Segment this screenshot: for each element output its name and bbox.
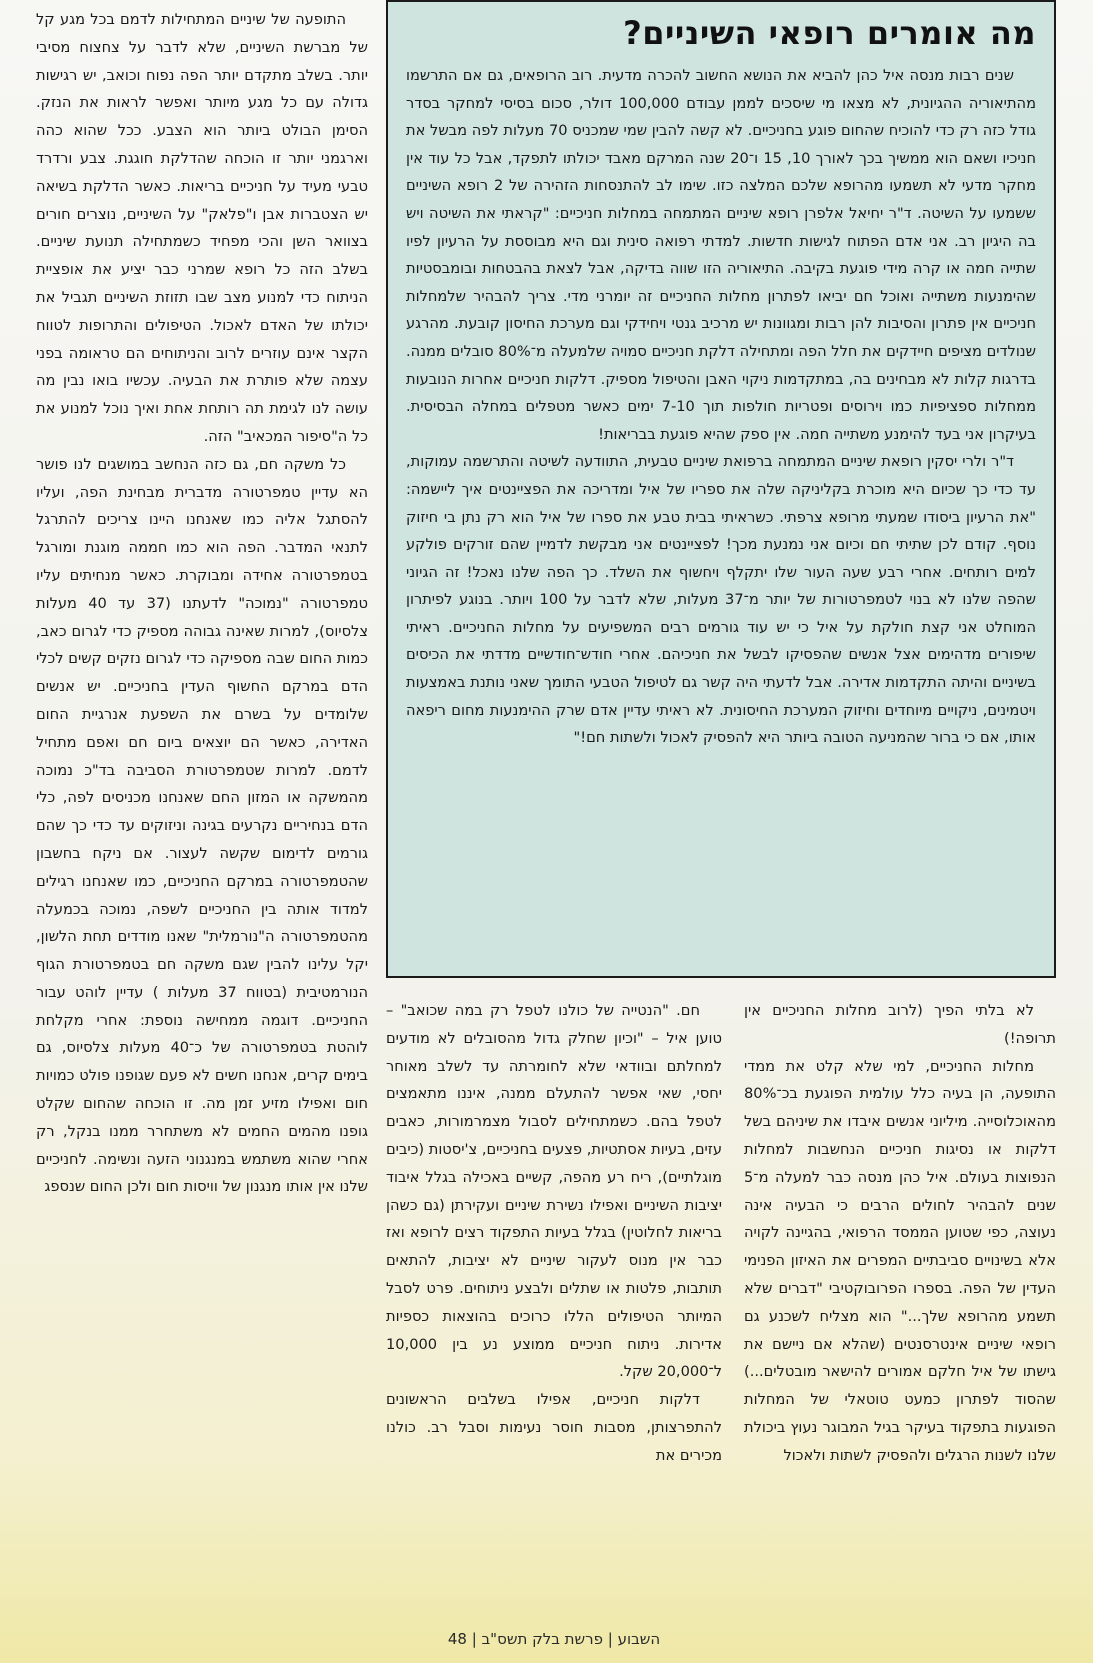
article-column-bottom-right	[744, 997, 1056, 1470]
sidebar-paragraph: ד"ר ולרי יסקין רופאת שיניים המתמחה ברפואת שיניים טבעית, התוודעה לשיטה והתרשמה עמוקות, עד כדי כך שכיום היא מוכרת בקליניקה שלה את ספריו של איל ומדריכה את הפציינטים איך ליישמה: "את הרעיון ביסודו שמעתי מרופא צרפתי. כשראיתי בבית טבע את ספרו של איל הוא רק נתן בי חיזוק נוסף. קודם לכן שתיתי חם וכיום אני נמנעת מכך! לפציינטים אני מבקשת לדמיין שהם זורקים פולקע למים רותחים. אחרי רבע שעה העור שלו יתקלף ויחשוף את השלד. כך הפה שלנו נאכל! זה הגיוני שהפה שלנו לא בנוי לטמפרטורות של יותר מ־37 מעלות, שלא לדבר על 100 ויותר. בנוגע לפיתרון המוחלט אני קצת חולקת על איל כי יש עוד גורמים רבים המשפיעים על מחלות החניכיים. ראיתי שיפורים מדהימים אצל אנשים שהפסיקו לבשל את חניכיהם. אחרי חודש־חודשיים מדדתי את הכיסים בשיניים והיתה התקדמות אדירה. אבל לדעתי היה קשר גם לטיפול הטבעי התומך שאני נותנת באמצעות ויטמינים, ניקויים מיוחדים וחיזוק המערכת החיסונית. לא ראיתי עדיין אדם שרק ההימנעות מחום ריפאה אותו, אם כי ברור שהמניעה הטובה ביותר היא להפסיק לאכול ולשתות חם!"	[406, 453, 1036, 747]
article-paragraph: לא בלתי הפיך (לרוב מחלות החניכיים אין תרופה!)	[744, 1002, 1056, 1047]
article-paragraph: התופעה של שיניים המתחילות לדמם בכל מגע קל של מברשת השיניים, שלא לדבר על צחצוח מסיבי יותר. בשלב מתקדם יותר הפה נפוח וכואב, יש רגישות גדולה עם כל מגע מיותר ואפשר לראות את הנזק. הסימן הבולט ביותר הוא הצבע. ככל שהוא כהה וארגמני יותר זו הוכחה שהדלקת חוגגת. צבע ורדרד טבעי מעיד על חניכיים בריאות. כאשר הדלקת בשיאה יש הצטברות אבן ו"פלאק" על השיניים, נוצרים חורים בצוואר השן והכי מפחיד כשמתחילה תנועת שיניים. בשלב הזה כל רופא שמרני כבר יציע את אופציית הניתוח כדי למנוע מצב שבו תזוזת השיניים תגביל את יכולתו של האדם לאכול. הטיפולים והתרופות לטווח הקצר אינם עוזרים לרוב והניתוחים הם טראומה בפני עצמה שלא פותרת את הבעיה. עכשיו בואו נבין מה עושה לנו לגימת תה רותחת אחת ואיך נוכל למנוע את כל ה"סיפור המכאיב" הזה.	[36, 11, 368, 445]
article-paragraph: מחלות החניכיים, למי שלא קלט את ממדי התופעה, הן בעיה כלל עולמית הפוגעת בכ־80% מהאוכלוסייה. מיליוני אנשים איבדו את שיניהם בשל דלקות או נסיגות חניכיים הנחשבות למחלות הנפוצות בעולם. איל כהן מנסה כבר למעלה מ־5 שנים להבהיר לחולים הרבים כי הבעיה אינה נעוצה, כפי שטוען הממסד הרפואי, בהגיינה לקויה אלא בשינויים סביבתיים המפרים את האיזון הפנימי העדין של הפה. בספרו הפרובוקטיבי "דברים שלא תשמע מהרופא שלך..." הוא מצליח לשכנע גם רופאי שיניים אינטרסנטים (שהלא אם ניישם את גישתו של איל חלקם אמורים להישאר מובטלים...) שהסוד לפתרון כמעט טוטאלי של המחלות הפוגעות בתפקוד בעיקר בגיל המבוגר נעוץ ביכולת שלנו לשנות הרגלים ולהפסיק לשתות ולאכול	[744, 1057, 1056, 1464]
article-paragraph: כל משקה חם, גם כזה הנחשב במושגים לנו פושר הא עדיין טמפרטורה מדברית מבחינת הפה, ועליו להסתגל אליה כמו שאנחנו היינו צריכים להתרגל לתנאי המדבר. הפה הוא כמו חממה מוגנת ומורגל בטמפרטורה אחידה ומבוקרת. כאשר מנחיתים עליו טמפרטורה "נמוכה" לדעתנו (37 עד 40 מעלות צלסיוס), למרות שאינה גבוהה מספיק כדי לגרום כאב, כמות החום שבה מספיקה כדי לגרום נזקים קשים לכלי הדם במרקם החשוף העדין בחניכיים. יש אנשים שלומדים על בשרם את השפעת אנרגיית החום האדירה, כאשר הם יוצאים ביום חם ואפם מתחיל לדמם. למרות שטמפרטורת הסביבה בד"כ נמוכה מהמשקה או המזון החם שאנחנו מכניסים לפה, כלי הדם בנחיריים נקרעים בגינה וניזוקים עד כדי כך שהם גורמים לדימום שקשה לעצור. אם ניקח בחשבון שהטמפרטורה במרקם החניכיים, כמו שאנחנו רגילים למדוד אותה בין החניכיים לשפה, נמוכה בכמעלה מהטמפרטורה ה"נורמלית" שאנו מודדים תחת הלשון, יקל עלינו להבין שגם משקה חם בטמפרטורת הגוף הנורמטיבית (בטווח 37 מעלות ) עדיין לוהט עבור החניכיים. דוגמה ממחישה נוספת: אחרי מקלחת לוהטת בטמפרטורה של כ־40 מעלות צלסיוס, גם בימים קרים, אנחנו חשים לא פעם שגופנו פולט כמויות חום ואפילו מזיע זמן מה. זו הוכחה שהחום שקלט גופנו מהמים החמים לא משתחרר ממנו בנקל, רק אחרי שהוא משתמש במנגנוני הזעה ונשימה. לחניכיים שלנו אין אותו מנגנון של וויסות חום ולכן החום שנספג	[36, 455, 368, 1196]
sidebar-title: מה אומרים רופאי השיניים?	[623, 14, 1036, 52]
article-column-bottom-middle	[386, 997, 722, 1470]
sidebar-paragraph: שנים רבות מנסה איל כהן להביא את הנושא החשוב להכרה מדעית. רוב הרופאים, גם אם התרשמו מהתיאוריה ההגיונית, לא מצאו מי שיסכים לממן עבודם 100,000 דולר, סכום בסיסי למחקר בסדר גודל כזה רק כדי להוכיח שהחום פוגע בחניכיים. לא קשה להבין שמי שמכניס 70 מעלות לפה מבשל את חניכיו ושאם הוא ממשיך בכך לאורך 10, 15 ו־20 שנה המרקם מאבד יכולתו לתפקד, אבל כל עוד אין מחקר מדעי לא תשמעו מהרופא שלכם המלצה כזו. שימו לב להתנסחות הזהירה של 2 רופא השיניים ששמעו על השיטה. ד"ר יחיאל אלפרן רופא שיניים המתמחה במחלות חניכיים: "קראתי את השיטה ויש בה היגיון רב. אני אדם הפתוח לגישות חדשות. למדתי רפואה סינית וגם היא מבוססת על הרעיון לפיו שתייה חמה או קרה מידי פוגעת בקיבה. התיאוריה הזו שווה בדיקה, אבל לצאת בהבטחות ובומבסטיות שהימנעות משתייה ואוכל חם יביאו לפתרון מחלות החניכיים זה יומרני מדי. צריך להבהיר שלמחלות חניכיים אין פתרון והסיבות להן רבות ומגוונות יש מרכיב גנטי ויחידקי וגם מערכת החיסון קובעת. מהרגע שנולדים מציפים חיידקים את חלל הפה ומתחילה דלקת חניכיים סמויה שלמעלה מ־80% סובלים ממנה. בדרגות קלות לא מבחינים בה, במתקדמות ניקוי האבן והטיפול מספיק. דלקות חניכיים אחרות הנובעות ממחלות ספציפיות כמו וירוסים ופטריות חולפות תוך 7-10 ימים כאשר מטפלים במחלה הבסיסית. בעיקרון אני בעד להימנע משתייה חמה. אין ספק שהיא פוגעת בבריאות!	[406, 67, 1037, 443]
page-footer: השבוע | פרשת בלק תשס"ב | 48	[447, 1630, 661, 1648]
sidebar-box	[386, 0, 1056, 978]
article-column-top-left	[36, 6, 368, 1201]
article-paragraph: דלקות חניכיים, אפילו בשלבים הראשונים להתפרצותן, מסבות חוסר נעימות וסבל רב. כולנו מכירים את	[386, 1391, 722, 1464]
article-paragraph: חם. "הנטייה של כולנו לטפל רק במה שכואב" – טוען איל – "וכיון שחלק גדול מהסובלים לא מודעים למחלתם ובוודאי שלא לחומרתה עד לשלב מאוחר יחסי, שאי אפשר להתעלם ממנה, איננו מתאמצים לטפל בהם. כשמתחילים לסבול מצמרמורות, כאבים עזים, בעיות אסתטיות, פצעים בחניכיים, צ'יסטות (כיבים מוגלתיים), ריח רע מהפה, קשיים באכילה בגלל איבוד יציבות השיניים ואפילו נשירת שיניים ועקירתן (גם כשהן בריאות לחלוטין) בגלל בעיות התפקוד רצים לרופא ואז כבר אין מנוס לעקור שיניים לא יציבות, להתאים תותבות, פלטות או שתלים ולבצע ניתוחים. פרט לסבל המיותר הטיפולים הללו כרוכים בהוצאות כספיות אדירות. ניתוח חניכיים ממוצע נע בין 10,000 ל־20,000 שקל.	[386, 1002, 722, 1381]
